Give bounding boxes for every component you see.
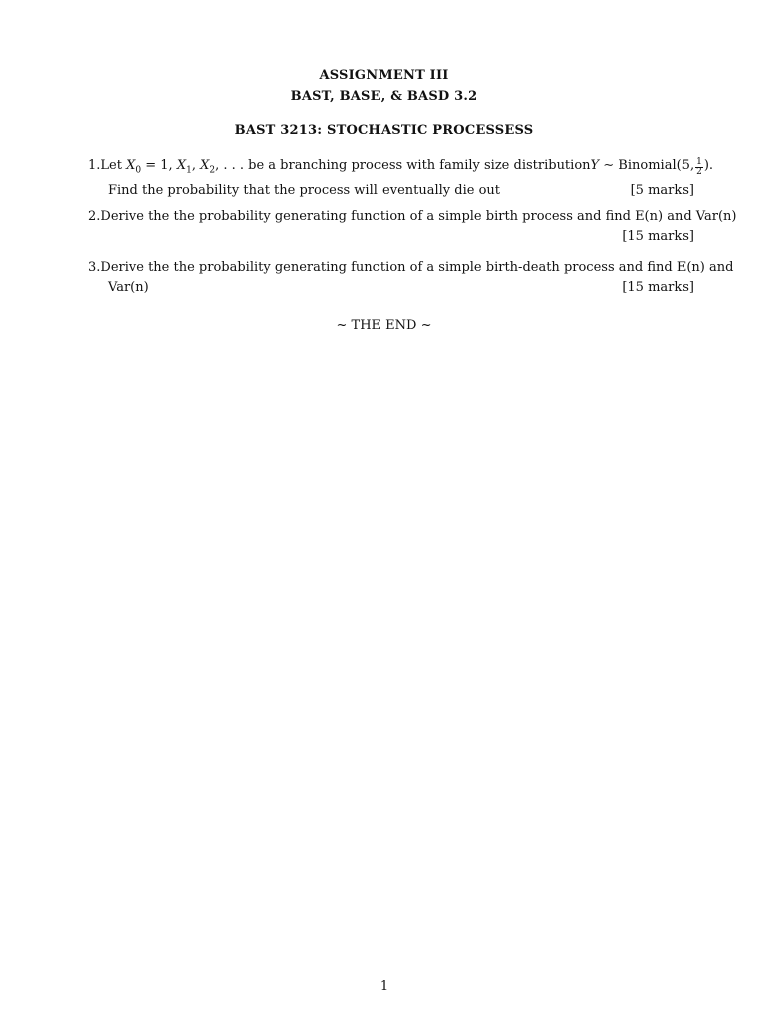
question-2-line-2 xyxy=(88,227,694,247)
question-1-mid-text: be a branching process with family size distribution xyxy=(248,158,591,173)
question-1-number: 1. xyxy=(88,158,101,173)
page-number: 1 xyxy=(379,979,389,994)
question-1-distribution: Binomial(5, xyxy=(618,158,695,173)
programs-heading: BAST, BASE, & BASD 3.2 xyxy=(290,89,478,104)
question-3 xyxy=(88,258,734,298)
question-3-number: 3. xyxy=(88,260,101,275)
question-1-sequence: $X_0 = 1$, $X_1$, $X_2$, . . . xyxy=(126,158,245,176)
question-1-line-2 xyxy=(88,181,694,201)
question-2-text: Derive the the probability generating function of a simple birth process and find E(n) and Var(n) xyxy=(100,209,737,224)
question-2-line-1 xyxy=(88,207,737,227)
question-2 xyxy=(88,207,737,247)
course-heading: BAST 3213: STOCHASTIC PROCESSESS xyxy=(234,123,534,138)
question-3-line-2 xyxy=(88,278,694,298)
question-2-number: 2. xyxy=(88,209,101,224)
the-end-text: ~ THE END ~ xyxy=(336,318,432,333)
question-1-marks: [5 marks] xyxy=(630,182,694,198)
one-half-fraction: $\frac{1}{2}$ xyxy=(696,157,702,177)
question-1-text-2: Find the probability that the process will eventually die out xyxy=(108,182,500,198)
question-1-line-1: 1. Let $X_0 = 1$, $X_1$, $X_2$, . . . be a branching process with family size distribution Y ∼ Binomial(5, $\frac{1}{2}$ ). xyxy=(88,157,714,177)
question-3-text-2: Var(n) xyxy=(108,280,149,295)
question-2-marks: [15 marks] xyxy=(622,229,694,244)
question-1-let: Let xyxy=(100,158,122,173)
question-3-marks: [15 marks] xyxy=(622,280,694,295)
question-1 xyxy=(88,156,714,201)
assignment-title: ASSIGNMENT III xyxy=(319,68,449,83)
question-3-text: Derive the the probability generating function of a simple birth-death process and find E(n) and xyxy=(100,260,734,275)
question-3-line-1 xyxy=(88,258,734,278)
